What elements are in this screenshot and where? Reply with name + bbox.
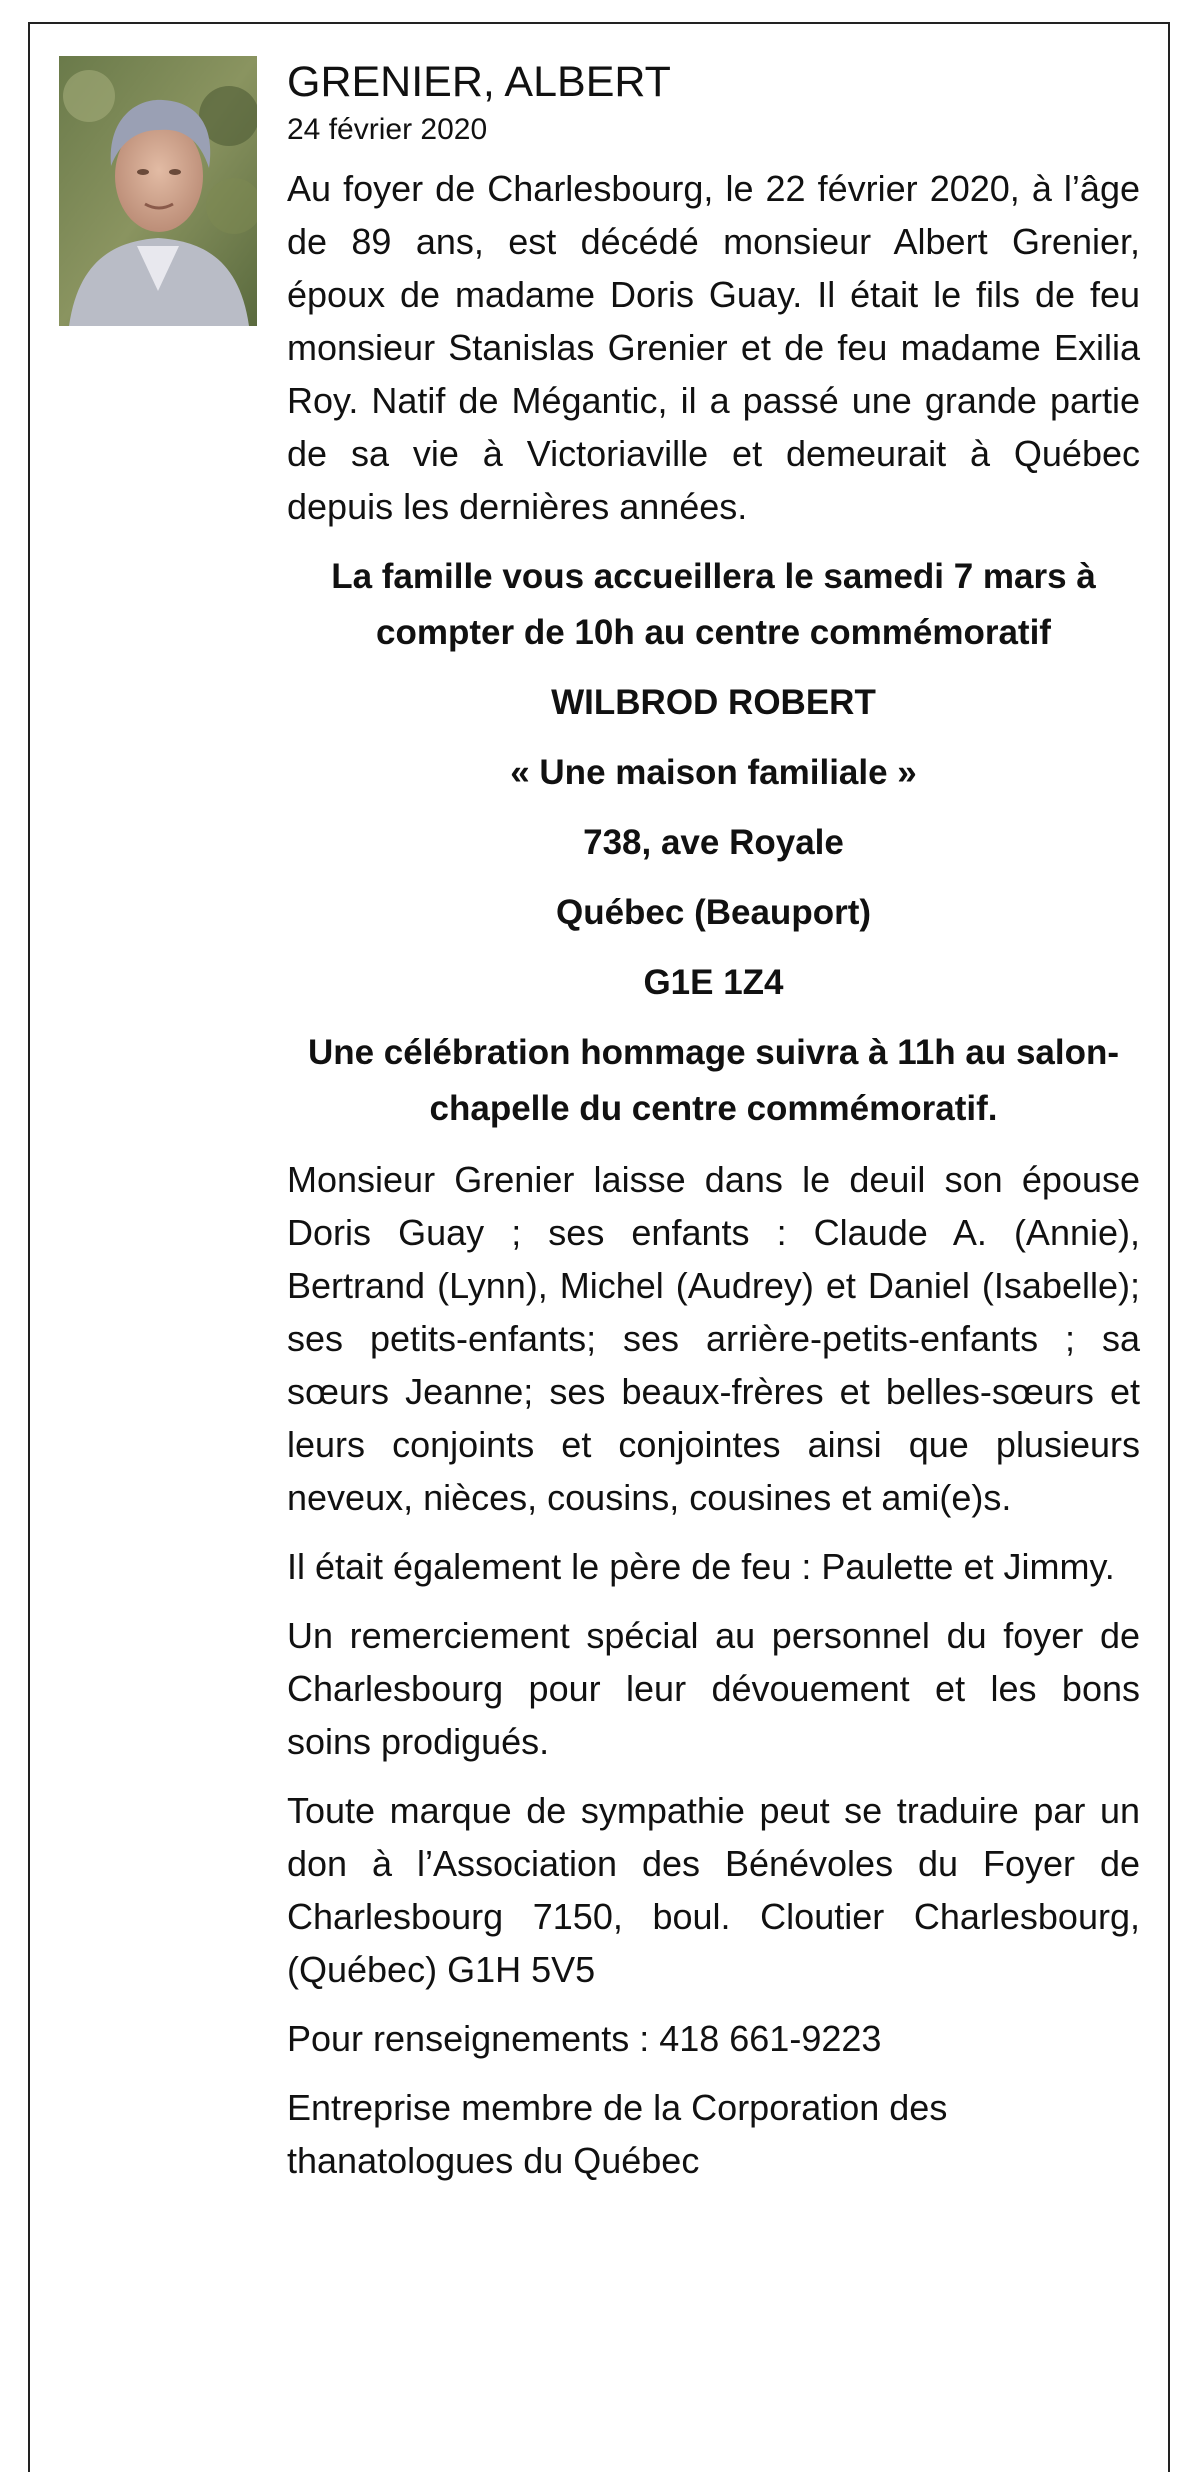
membership-note: Entreprise membre de la Corporation des thanatologues du Québec (287, 2087, 948, 2181)
funeral-home-street: 738, ave Royale (583, 823, 844, 862)
funeral-home-postal-code: G1E 1Z4 (643, 963, 784, 1002)
portrait-photo (59, 56, 257, 326)
funeral-home-city: Québec (Beauport) (555, 893, 872, 932)
info-line: Pour renseignements : 418 661-9223 (287, 2018, 882, 2059)
deceased-name: GRENIER, ALBERT (287, 58, 671, 106)
obituary-content (287, 56, 1140, 2187)
survivors-paragraph: Monsieur Grenier laisse dans le deuil son épouse Doris Guay ; ses enfants : Claude A. (Annie), Bertrand (Lynn), Michel (Audrey) et Daniel (Isabelle); ses petits-enfants; ses arrière-petits-enfants ; sa sœurs Jeanne; ses beaux-frères et belles-sœurs et leurs conjoints et conjointes ainsi que plusieurs neveux, nièces, cousins, cousines et ami(e)s. (287, 1159, 1140, 1518)
funeral-home-name: WILBROD ROBERT (551, 683, 876, 722)
donation-paragraph: Toute marque de sympathie peut se traduire par un don à l’Association des Bénévoles du Foyer de Charlesbourg 7150, boul. Cloutier Charlesbourg, (Québec) G1H 5V5 (287, 1790, 1140, 1990)
thanks-paragraph: Un remerciement spécial au personnel du foyer de Charlesbourg pour leur dévouement et les bons soins prodigués. (287, 1615, 1140, 1762)
funeral-home-slogan: « Une maison familiale » (510, 753, 917, 792)
portrait-image (59, 56, 257, 326)
ceremony-notice: Une célébration hommage suivra à 11h au salon-chapelle du centre commémoratif. (307, 1033, 1120, 1128)
publication-date: 24 février 2020 (287, 113, 488, 146)
visitation-notice: La famille vous accueillera le samedi 7 mars à compter de 10h au centre commémoratif (331, 557, 1096, 652)
predeceased-paragraph: Il était également le père de feu : Paulette et Jimmy. (287, 1546, 1115, 1587)
intro-paragraph: Au foyer de Charlesbourg, le 22 février 2020, à l’âge de 89 ans, est décédé monsieur Albert Grenier, époux de madame Doris Guay. Il était le fils de feu monsieur Stanislas Grenier et de feu madame Exilia Roy. Natif de Mégantic, il a passé une grande partie de sa vie à Victoriaville et demeurait à Québec depuis les dernières années. (287, 168, 1140, 527)
